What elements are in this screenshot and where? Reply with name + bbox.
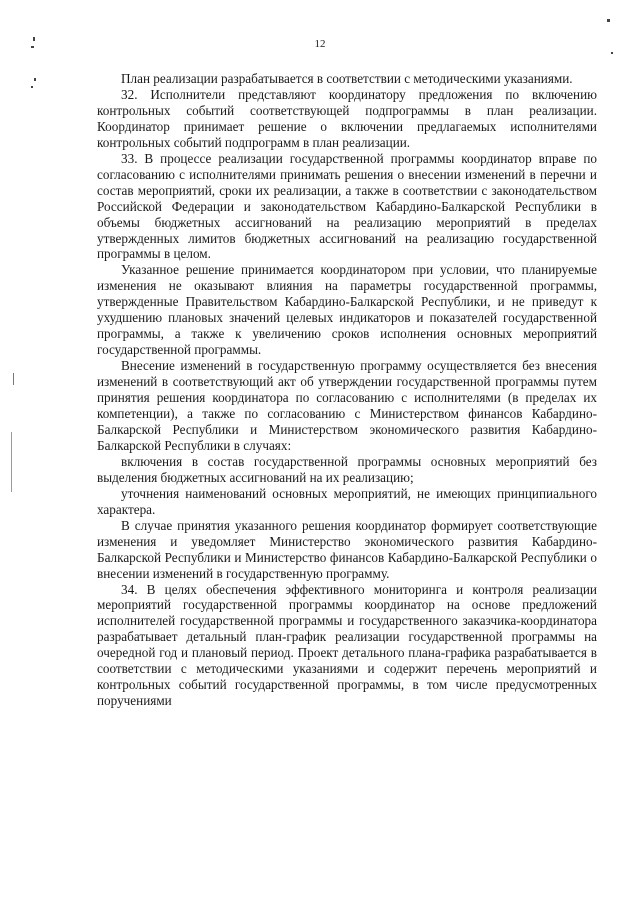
scan-mark [13,373,14,385]
paragraph: 32. Исполнители представляют координатору предложения по включению контрольных событий соответствующей подпрограммы в план реализации. Координатор принимает решение о включении предлагаемых исполнителями контрольных событий подпрограмм в план реализации. [97,86,597,150]
scan-mark [31,86,33,88]
scan-mark [607,19,610,22]
scan-mark [611,52,613,54]
scan-mark [11,432,12,492]
paragraph: 34. В целях обеспечения эффективного мониторинга и контроля реализации мероприятий государственной программы координатор на основе предложений исполнителей государственной программы и государственного заказчика-координатора разрабатывает детальный план-график реализации государственной программы на очередной год и плановый период. Проект детального плана-графика разрабатывается в соответствии с методическими указаниями и содержит перечень мероприятий и контрольных событий государственной программы, в том числе предусмотренных поручениями [97,581,597,709]
paragraph: Указанное решение принимается координатором при условии, что планируемые изменения не оказывают влияния на параметры государственной программы, утвержденные Правительством Кабардино-Балкарской Республики, и не приведут к ухудшению плановых значений целевых индикаторов и показателей государственной программы, а также к увеличению сроков исполнения основных мероприятий государственной программы. [97,262,597,358]
paragraph: План реализации разрабатывается в соответствии с методическими указаниями. [121,71,573,86]
paragraph: уточнения наименований основных мероприятий, не имеющих принципиального характера. [97,485,597,517]
scan-mark [34,78,36,81]
document-body [97,71,597,709]
paragraph: В случае принятия указанного решения координатор формирует соответствующие изменения и уведомляет Министерство экономического развития Кабардино-Балкарской Республики и Министерство финансов Кабардино-Балкарской Республики о внесении изменений в государственную программу. [97,517,597,581]
paragraph: включения в состав государственной программы основных мероприятий без выделения бюджетных ассигнований на их реализацию; [97,453,597,485]
paragraph: 33. В процессе реализации государственной программы координатор вправе по согласованию с исполнителями принимать решения о внесении изменений в перечни и состав мероприятий, сроки их реализации, а также в соответствии с законодательством Российской Федерации и законодательством Кабардино-Балкарской Республики в объемы бюджетных ассигнований на реализацию мероприятий в пределах утвержденных лимитов бюджетных ассигнований на реализацию государственной программы в целом. [97,150,597,262]
paragraph: Внесение изменений в государственную программу осуществляется без внесения изменений в соответствующий акт об утверждении государственной программы путем принятия решения координатора по согласованию с исполнителями (в пределах их компетенции), а также по согласованию с Министерством финансов Кабардино-Балкарской Республики и Министерством экономического развития Кабардино-Балкарской Республики в случаях: [97,358,597,453]
page-number: 12 [314,38,326,50]
